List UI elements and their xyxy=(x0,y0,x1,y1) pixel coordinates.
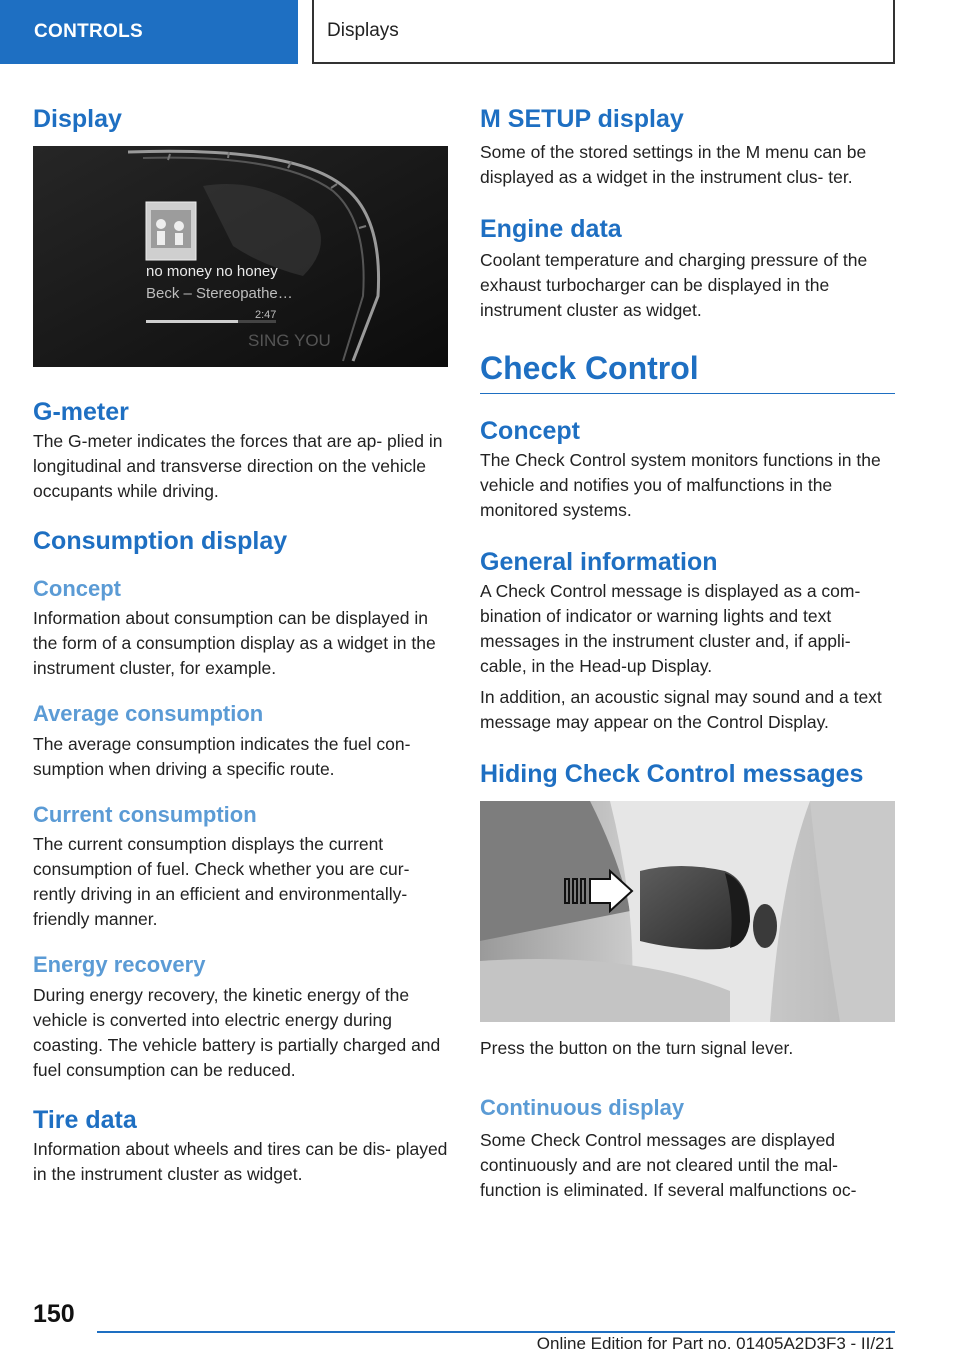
check-control-heading: Check Control xyxy=(480,349,895,394)
average-heading: Average consumption xyxy=(33,701,264,727)
engine-text: Coolant temperature and charging pressure of the exhaust turbocharger can be displayed in the instrument cluster as widget. xyxy=(480,250,868,320)
energy-text: During energy recovery, the kinetic energy of the vehicle is converted into electric energy during coasting. The vehicle battery is partially charged and fuel consumption can be reduced. xyxy=(33,984,441,1080)
general-info-text-1: A Check Control message is displayed as a com‐ bination of indicator or warning lights and text messages in the instrument cluster and, if appli‐ cable, in the Head-up Display. xyxy=(480,581,861,677)
left-column xyxy=(33,100,448,1187)
footer-divider xyxy=(97,1331,895,1333)
msetup-heading: M SETUP display xyxy=(480,105,684,133)
background-text: SING YOU xyxy=(248,331,331,350)
continuous-heading: Continuous display xyxy=(480,1095,685,1121)
concept-heading: Concept xyxy=(33,576,121,601)
track-artist: Beck – Stereopathe… xyxy=(146,285,293,302)
gmeter-text: The G-meter indicates the forces that are ap‐ plied in longitudinal and transverse direction on the vehicle occupants while driving. xyxy=(33,431,443,501)
gmeter-heading: G-meter xyxy=(33,398,129,426)
edition-note: Online Edition for Part no. 01405A2D3F3 - II/21 xyxy=(536,1334,894,1353)
concept-text: Information about consumption can be displayed in the form of a consumption display as a widget in the instrument cluster, for example. xyxy=(33,608,436,679)
track-time: 2:47 xyxy=(255,309,277,321)
tire-text: Information about wheels and tires can be dis‐ played in the instrument cluster as widget. xyxy=(33,1138,448,1184)
general-info-text-2: In addition, an acoustic signal may sound and a text message may appear on the Control Display. xyxy=(480,687,882,733)
current-heading: Current consumption xyxy=(33,801,257,827)
right-column xyxy=(480,100,895,1203)
turn-signal-lever-image xyxy=(480,801,895,1022)
msetup-text: Some of the stored settings in the M menu can be displayed as a widget in the instrument clus‐ ter. xyxy=(480,142,867,187)
current-text: The current consumption displays the current consumption of fuel. Check whether you are cur‐ rently driving in an efficient and environmentally- friendly manner. xyxy=(33,834,410,930)
energy-heading: Energy recovery xyxy=(33,952,206,978)
average-text: The average consumption indicates the fuel con‐ sumption when driving a specific route. xyxy=(33,733,411,779)
chapter-tab[interactable]: CONTROLS xyxy=(0,0,298,64)
consumption-heading: Consumption display xyxy=(33,527,288,555)
hiding-text: Press the button on the turn signal lever. xyxy=(480,1038,794,1059)
check-concept-text: The Check Control system monitors functions in the vehicle and notifies you of malfunctions in the monitored systems. xyxy=(480,450,881,521)
check-concept-heading: Concept xyxy=(480,417,580,446)
general-info-heading: General information xyxy=(480,548,718,577)
track-progress-bar xyxy=(146,320,238,323)
engine-heading: Engine data xyxy=(480,215,622,243)
instrument-cluster-image xyxy=(33,146,448,367)
tire-heading: Tire data xyxy=(33,1105,137,1134)
continuous-text: Some Check Control messages are displayed continuously and are not cleared until the mal‐ function is eliminated. If several malfunctions oc‐ xyxy=(480,1129,857,1200)
page-number: 150 xyxy=(33,1300,75,1328)
display-heading: Display xyxy=(33,105,122,133)
track-title: no money no honey xyxy=(146,263,278,280)
section-title: Displays xyxy=(312,0,895,64)
hiding-heading: Hiding Check Control messages xyxy=(480,760,864,789)
